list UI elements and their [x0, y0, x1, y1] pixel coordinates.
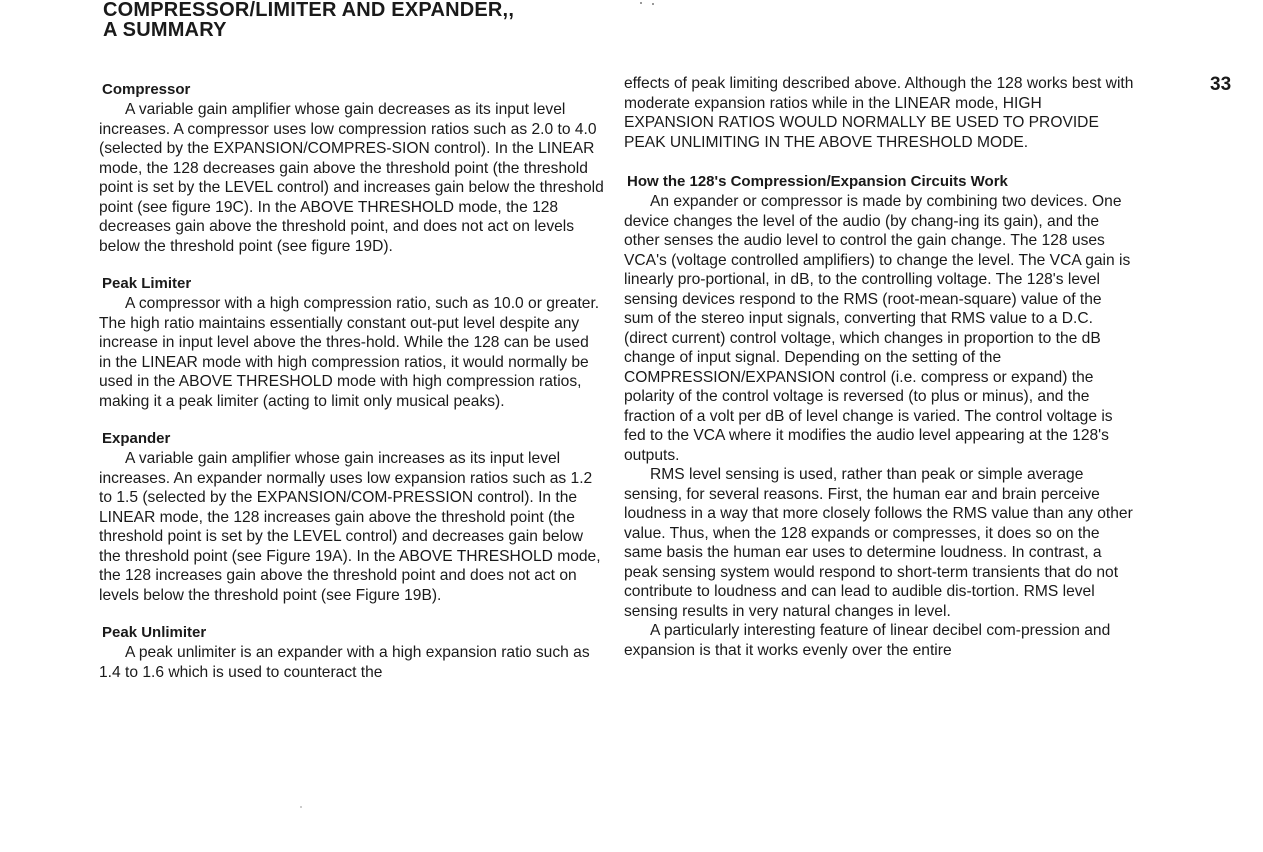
section-how-circuits-work	[624, 172, 1134, 660]
section-paragraph: A variable gain amplifier whose gain decreases as its input level increases. A compressor uses low compression ratios such as 2.0 to 4.0 (selected by the EXPANSION/COMPRES-SION control). In the LINEAR mode, the 128 decreases gain above the threshold point (the threshold point is set by the LEVEL control) and increases gain below the threshold point (see figure 19C). In the ABOVE THRESHOLD mode, the 128 decreases gain above the threshold point, and does not act on levels below the threshold point (see figure 19D).	[99, 101, 604, 255]
section-paragraph: RMS level sensing is used, rather than peak or simple average sensing, for several reasons. First, the human ear and brain perceive loudness in a way that more closely follows the RMS value than any other value. Thus, when the 128 expands or compresses, it does so on the same basis the human ear uses to determine loudness. In contrast, a peak sensing system would respond to short-term transients that do not contribute to loudness and can lead to audible dis-tortion. RMS level sensing results in very natural changes in level.	[624, 466, 1133, 620]
section-peak-unlimiter	[99, 623, 604, 682]
section-paragraph: A particularly interesting feature of linear decibel com-pression and expansion is that it works evenly over the entire	[624, 622, 1111, 659]
section-heading: Compressor	[102, 81, 191, 98]
continuation-paragraph: effects of peak limiting described above. Although the 128 works best with moderate expansion ratios while in the LINEAR mode, HIGH EXPANSION RATIOS WOULD NORMALLY BE USED TO PROVIDE PEAK UNLIMITING IN THE ABOVE THRESHOLD MODE.	[624, 75, 1134, 151]
section-heading: Peak Limiter	[102, 275, 192, 292]
scan-speck	[300, 806, 302, 808]
page-title-line-2: A SUMMARY	[103, 19, 227, 41]
section-paragraph: A variable gain amplifier whose gain increases as its input level increases. An expander normally uses low expansion ratios such as 1.2 to 1.5 (selected by the EXPANSION/COM-PRESSION control). In the LINEAR mode, the 128 increases gain above the threshold point (the threshold point is set by the LEVEL control) and decreases gain below the threshold point (see Figure 19A). In the ABOVE THRESHOLD mode, the 128 increases gain above the threshold point and does not act on levels below the threshold point (see Figure 19B).	[99, 450, 601, 604]
section-paragraph: A peak unlimiter is an expander with a high expansion ratio such as 1.4 to 1.6 which is used to counteract the	[99, 644, 590, 681]
section-peak-limiter	[99, 274, 604, 411]
section-heading: How the 128's Compression/Expansion Circuits Work	[627, 173, 1008, 190]
section-paragraph: An expander or compressor is made by combining two devices. One device changes the level of the audio (by chang-ing its gain), and the other senses the audio level to control the gain change. The 128 uses VCA's (voltage controlled amplifiers) to change the level. The VCA gain is linearly pro-portional, in dB, to the controlling voltage. The 128's level sensing devices respond to the RMS (root-mean-square) value of the sum of the stereo input signals, converting that RMS value to a D.C. (direct current) control voltage, which changes in proportion to the dB change of input signal. Depending on the setting of the COMPRESSION/EXPANSION control (i.e. compress or expand) the polarity of the control voltage is reversed (to plus or minus), and the fraction of a volt per dB of level change is varied. The control voltage is fed to the VCA where it modifies the audio level appearing at the 128's outputs.	[624, 193, 1131, 464]
page-number: 33	[1210, 74, 1232, 95]
page-title	[103, 0, 514, 40]
section-paragraph: A compressor with a high compression ratio, such as 10.0 or greater. The high ratio maintains essentially constant out-put level despite any increase in input level above the thres-hold. While the 128 can be used in the LINEAR mode with high compression ratios, it would normally be used in the ABOVE THRESHOLD mode with high compression ratios, making it a peak limiter (acting to limit only musical peaks).	[99, 295, 600, 410]
section-expander	[99, 429, 604, 605]
right-column	[624, 74, 1134, 660]
left-column	[99, 80, 604, 682]
scan-speck	[652, 3, 654, 5]
page-title-line-1: COMPRESSOR/LIMITER AND EXPANDER,,	[103, 0, 515, 21]
section-compressor	[99, 80, 604, 256]
section-heading: Peak Unlimiter	[102, 624, 207, 641]
scan-speck	[640, 2, 642, 4]
section-heading: Expander	[102, 430, 171, 447]
